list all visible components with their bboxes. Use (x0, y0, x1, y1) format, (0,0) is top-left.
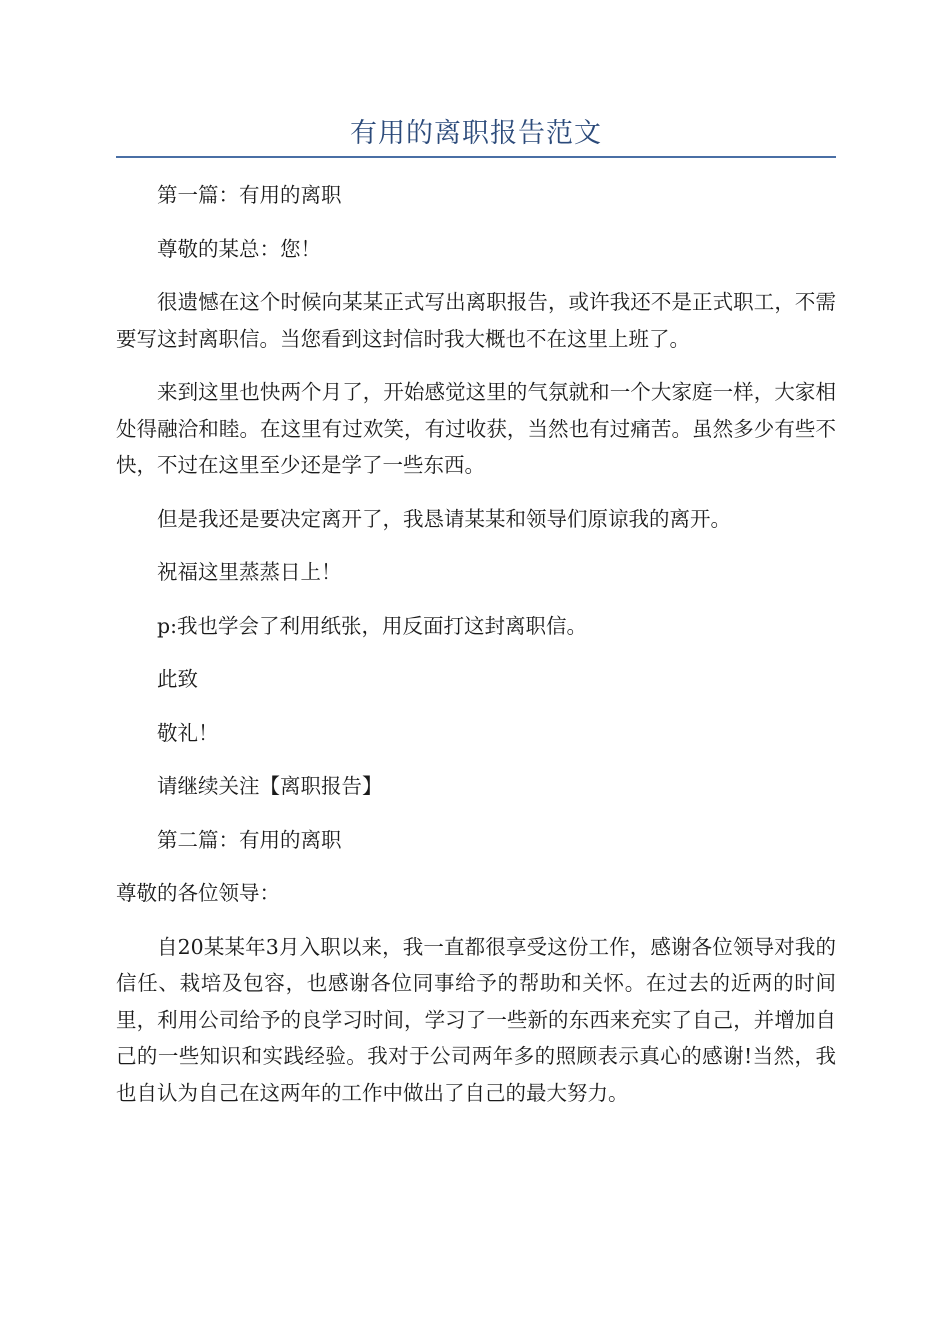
document-page (116, 0, 836, 1128)
paragraph: 自20某某年3月入职以来，我一直都很享受这份工作，感谢各位领导对我的信任、栽培及包容，也感谢各位同事给予的帮助和关怀。在过去的近两的时间里，利用公司给予的良学习时间，学习了一些新的东西来充实了自己，并增加自己的一些知识和实践经验。我对于公司两年多的照顾表示真心的感谢!当然，我也自认为自己在这两年的工作中做出了自己的最大努力。 (116, 934, 836, 1105)
paragraph: 尊敬的某总：您！ (157, 236, 321, 261)
paragraph: 很遗憾在这个时候向某某正式写出离职报告，或许我还不是正式职工，不需要写这封离职信。当您看到这封信时我大概也不在这里上班了。 (116, 290, 836, 351)
paragraph: 第二篇：有用的离职 (157, 827, 342, 852)
title-underline (116, 156, 836, 158)
paragraph: 请继续关注【离职报告】 (157, 774, 383, 798)
paragraph: 来到这里也快两个月了，开始感觉这里的气氛就和一个大家庭一样，大家相处得融洽和睦。在这里有过欢笑，有过收获，当然也有过痛苦。虽然多少有些不快，不过在这里至少还是学了一些东西。 (116, 380, 836, 477)
paragraph: 此致 (157, 667, 198, 691)
paragraph: 第一篇：有用的离职 (157, 183, 342, 207)
paragraph: 敬礼！ (157, 720, 219, 745)
paragraph: 尊敬的各位领导： (116, 881, 280, 905)
document-title: 有用的离职报告范文 (350, 118, 602, 149)
paragraph: 但是我还是要决定离开了，我恳请某某和领导们原谅我的离开。 (157, 506, 731, 531)
document-body (116, 177, 836, 1111)
paragraph: p:我也学会了利用纸张，用反面打这封离职信。 (157, 613, 588, 638)
paragraph: 祝福这里蒸蒸日上！ (157, 560, 342, 584)
